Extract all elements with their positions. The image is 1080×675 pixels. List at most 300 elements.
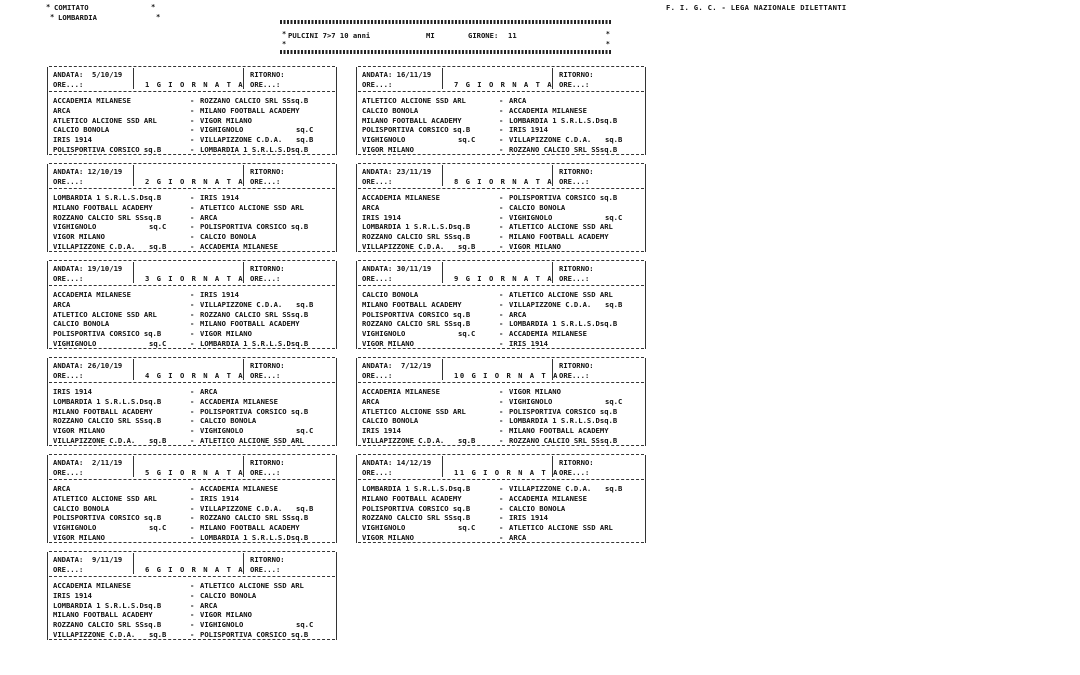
home-team: POLISPORTIVA CORSICO sq.B [53, 144, 162, 154]
andata-date: ANDATA: 23/11/19 [362, 167, 432, 176]
home-team: VIGHIGNOLO [362, 135, 406, 144]
match-row [362, 416, 642, 426]
column-separator [442, 359, 443, 380]
match-row [53, 387, 333, 397]
dashed-divider [49, 348, 335, 349]
versus-dash: - [499, 523, 504, 532]
column-separator [133, 456, 134, 477]
away-team: CALCIO BONOLA [509, 503, 566, 513]
ritorno-label: RITORNO: [250, 555, 285, 564]
away-team: IRIS 1914 [200, 493, 239, 503]
match-row [53, 319, 333, 329]
home-team: ATLETICO ALCIONE SSD ARL [362, 406, 466, 416]
versus-dash: - [499, 503, 504, 513]
away-team-squad: sq.B [296, 135, 314, 144]
match-row [362, 106, 642, 116]
versus-dash: - [190, 241, 195, 251]
away-team: VILLAPIZZONE C.D.A. [509, 299, 592, 309]
dashed-divider [49, 542, 335, 543]
border-right [645, 358, 646, 446]
andata-date: ANDATA: 7/12/19 [362, 361, 432, 370]
match-list [53, 387, 333, 446]
home-team: VIGOR MILANO [53, 532, 105, 542]
rounds-column-left [47, 66, 337, 648]
giornata-title: 10 G I O R N A T A [454, 371, 559, 380]
giornata-title: 6 G I O R N A T A [145, 565, 245, 574]
home-team: ACCADEMIA MILANESE [362, 387, 440, 396]
dashed-divider [358, 260, 644, 261]
home-team: ARCA [362, 202, 380, 212]
giornata-title: 1 G I O R N A T A [145, 80, 245, 89]
home-team: POLISPORTIVA CORSICO sq.B [53, 513, 162, 523]
home-team: CALCIO BONOLA [53, 125, 110, 135]
dashed-divider [358, 251, 644, 252]
column-separator [133, 165, 134, 186]
dashed-divider [358, 542, 644, 543]
ore-label: ORE...: [53, 371, 84, 380]
dashed-divider [358, 357, 644, 358]
away-team: LOMBARDIA 1 S.R.L.S.Dsq.B [200, 338, 309, 348]
match-row [362, 116, 642, 126]
versus-dash: - [190, 484, 195, 493]
match-row [53, 620, 333, 630]
andata-date: ANDATA: 5/10/19 [53, 70, 123, 79]
dashed-divider [49, 154, 335, 155]
match-row [362, 319, 642, 329]
versus-dash: - [190, 212, 195, 222]
away-team: ROZZANO CALCIO SRL SSsq.B [200, 513, 309, 523]
match-row [362, 329, 642, 339]
ore-label: ORE...: [559, 371, 590, 380]
home-team: CALCIO BONOLA [53, 319, 110, 329]
home-team: ACCADEMIA MILANESE [362, 193, 440, 202]
away-team: ATLETICO ALCIONE SSD ARL [509, 523, 613, 532]
match-row [53, 310, 333, 320]
versus-dash: - [190, 406, 195, 416]
home-team: ATLETICO ALCIONE SSD ARL [53, 115, 157, 125]
away-team: ARCA [200, 600, 218, 610]
ritorno-label: RITORNO: [250, 70, 285, 79]
home-team: IRIS 1914 [53, 387, 92, 396]
dashed-divider [358, 348, 644, 349]
region-label: LOMBARDIA [58, 13, 97, 22]
versus-dash: - [190, 232, 195, 241]
away-team: POLISPORTIVA CORSICO sq.B [200, 629, 309, 639]
home-team-squad: sq.C [149, 523, 167, 532]
ore-label: ORE...: [362, 468, 393, 477]
ore-label: ORE...: [559, 274, 590, 283]
home-team: ATLETICO ALCIONE SSD ARL [53, 493, 157, 503]
versus-dash: - [499, 144, 504, 154]
match-row [362, 310, 642, 320]
andata-date: ANDATA: 19/10/19 [53, 264, 123, 273]
home-team: ACCADEMIA MILANESE [53, 290, 131, 299]
match-row [53, 290, 333, 300]
border-left [356, 358, 357, 446]
home-team-squad: sq.C [149, 222, 167, 232]
match-row [53, 484, 333, 494]
away-team-squad: sq.B [296, 503, 314, 513]
away-team: ACCADEMIA MILANESE [200, 396, 278, 406]
versus-dash: - [499, 338, 504, 348]
match-row [53, 601, 333, 611]
home-team: ARCA [53, 299, 71, 309]
dashed-divider [49, 260, 335, 261]
giornata-title: 8 G I O R N A T A [454, 177, 554, 186]
away-team: POLISPORTIVA CORSICO sq.B [200, 406, 309, 416]
versus-dash: - [499, 435, 504, 445]
match-row [362, 125, 642, 135]
home-team-squad: sq.C [458, 329, 476, 338]
versus-dash: - [190, 125, 195, 135]
home-team: VIGOR MILANO [362, 532, 414, 542]
border-right [336, 164, 337, 252]
versus-dash: - [190, 590, 195, 600]
versus-dash: - [190, 202, 195, 212]
match-row [53, 300, 333, 310]
dashed-divider [358, 479, 644, 480]
versus-dash: - [190, 532, 195, 542]
ore-label: ORE...: [559, 177, 590, 186]
versus-dash: - [499, 513, 504, 523]
versus-dash: - [499, 299, 504, 309]
away-team: ACCADEMIA MILANESE [509, 105, 587, 115]
away-team: IRIS 1914 [509, 338, 548, 348]
round-card [356, 357, 646, 446]
border-right [336, 261, 337, 349]
match-row [362, 397, 642, 407]
versus-dash: - [190, 299, 195, 309]
match-row [53, 504, 333, 514]
andata-date: ANDATA: 2/11/19 [53, 458, 123, 467]
away-team: MILANO FOOTBALL ACADEMY [509, 232, 609, 241]
home-team: POLISPORTIVA CORSICO sq.B [362, 309, 471, 319]
versus-dash: - [190, 387, 195, 396]
home-team: LOMBARDIA 1 S.R.L.S.Dsq.B [53, 193, 162, 202]
home-team: VILLAPIZZONE C.D.A. [53, 241, 136, 251]
home-team: VIGHIGNOLO [53, 338, 97, 348]
ore-label: ORE...: [53, 80, 84, 89]
away-team: CALCIO BONOLA [200, 590, 257, 600]
round-card [47, 357, 337, 446]
dashed-divider [49, 445, 335, 446]
away-team: POLISPORTIVA CORSICO sq.B [200, 222, 309, 232]
home-team: VIGOR MILANO [53, 232, 105, 241]
match-list [53, 290, 333, 349]
andata-date: ANDATA: 9/11/19 [53, 555, 123, 564]
ore-label: ORE...: [250, 80, 281, 89]
away-team: IRIS 1914 [200, 193, 239, 202]
column-separator [442, 456, 443, 477]
column-separator [442, 165, 443, 186]
match-row [53, 203, 333, 213]
home-team: VIGOR MILANO [53, 426, 105, 435]
giornata-title: 11 G I O R N A T A [454, 468, 559, 477]
match-list [362, 387, 642, 446]
border-left [47, 358, 48, 446]
away-team: ATLETICO ALCIONE SSD ARL [200, 435, 304, 445]
away-team: VILLAPIZZONE C.D.A. [509, 484, 592, 493]
home-team: ARCA [53, 484, 71, 493]
match-row [53, 213, 333, 223]
away-team: POLISPORTIVA CORSICO sq.B [509, 406, 618, 416]
match-row [53, 416, 333, 426]
home-team: ATLETICO ALCIONE SSD ARL [362, 96, 466, 105]
dashed-divider [49, 285, 335, 286]
home-team: MILANO FOOTBALL ACADEMY [362, 493, 462, 503]
away-team: VIGHIGNOLO [509, 396, 553, 406]
away-team: CALCIO BONOLA [509, 202, 566, 212]
home-team: ARCA [53, 105, 71, 115]
away-team: POLISPORTIVA CORSICO sq.B [509, 193, 618, 202]
border-left [356, 455, 357, 543]
home-team: CALCIO BONOLA [362, 290, 419, 299]
away-team: ARCA [509, 309, 527, 319]
versus-dash: - [499, 105, 504, 115]
category-label: PULCINI 7>7 10 anni [288, 31, 371, 40]
dashed-divider [358, 285, 644, 286]
versus-dash: - [499, 406, 504, 416]
versus-dash: - [190, 513, 195, 523]
ore-label: ORE...: [53, 177, 84, 186]
home-team: VILLAPIZZONE C.D.A. [362, 435, 445, 445]
giornata-title: 3 G I O R N A T A [145, 274, 245, 283]
dashed-divider [49, 479, 335, 480]
away-team: ARCA [509, 532, 527, 542]
match-row [362, 193, 642, 203]
home-team: VILLAPIZZONE C.D.A. [362, 241, 445, 251]
match-row [362, 494, 642, 504]
home-team: LOMBARDIA 1 S.R.L.S.Dsq.B [362, 484, 471, 493]
giornata-title: 5 G I O R N A T A [145, 468, 245, 477]
border-right [336, 358, 337, 446]
dashed-divider [358, 154, 644, 155]
away-team: MILANO FOOTBALL ACADEMY [200, 523, 300, 532]
match-list [362, 193, 642, 252]
andata-date: ANDATA: 30/11/19 [362, 264, 432, 273]
away-team: ATLETICO ALCIONE SSD ARL [509, 290, 613, 299]
dashed-divider [358, 66, 644, 67]
away-team: VILLAPIZZONE C.D.A. [200, 503, 283, 513]
versus-dash: - [190, 319, 195, 329]
dashed-divider [49, 382, 335, 383]
home-team: CALCIO BONOLA [362, 105, 419, 115]
home-team: MILANO FOOTBALL ACADEMY [53, 610, 153, 620]
star-marker: * [605, 40, 610, 48]
home-team-squad: sq.B [458, 435, 476, 445]
border-left [356, 261, 357, 349]
championship-header [280, 18, 612, 56]
home-team: IRIS 1914 [53, 590, 92, 600]
girone-value: 11 [508, 31, 517, 40]
border-right [336, 67, 337, 155]
ritorno-label: RITORNO: [250, 458, 285, 467]
match-row [53, 232, 333, 242]
home-team: VIGHIGNOLO [53, 222, 97, 232]
match-row [362, 484, 642, 494]
home-team: VIGHIGNOLO [53, 523, 97, 532]
column-separator [442, 262, 443, 283]
away-team: CALCIO BONOLA [200, 416, 257, 426]
home-team: MILANO FOOTBALL ACADEMY [362, 299, 462, 309]
away-team-squad: sq.B [605, 135, 623, 144]
round-card [47, 260, 337, 349]
giornata-title: 4 G I O R N A T A [145, 371, 245, 380]
ore-label: ORE...: [250, 565, 281, 574]
away-team-squad: sq.C [296, 620, 314, 629]
home-team: MILANO FOOTBALL ACADEMY [362, 115, 462, 125]
province-label: MI [426, 31, 435, 40]
dashed-divider [358, 445, 644, 446]
rounds-column-right [356, 66, 646, 551]
ore-label: ORE...: [250, 177, 281, 186]
column-separator [133, 359, 134, 380]
versus-dash: - [190, 629, 195, 639]
versus-dash: - [499, 387, 504, 396]
home-team: VIGOR MILANO [362, 338, 414, 348]
federation-title: F. I. G. C. - LEGA NAZIONALE DILETTANTI [666, 3, 847, 12]
away-team: ARCA [200, 212, 218, 222]
ore-label: ORE...: [362, 371, 393, 380]
ore-label: ORE...: [53, 468, 84, 477]
round-card [47, 551, 337, 640]
ritorno-label: RITORNO: [559, 70, 594, 79]
versus-dash: - [190, 600, 195, 610]
away-team: ROZZANO CALCIO SRL SSsq.B [200, 309, 309, 319]
versus-dash: - [190, 523, 195, 532]
home-team-squad: sq.B [149, 241, 167, 251]
away-team: VIGOR MILANO [509, 241, 561, 251]
match-list [53, 581, 333, 640]
match-row [53, 523, 333, 533]
home-team: ROZZANO CALCIO SRL SSsq.B [53, 212, 162, 222]
match-list [53, 96, 333, 155]
match-row [362, 232, 642, 242]
dashed-divider [49, 91, 335, 92]
match-row [53, 125, 333, 135]
match-row [362, 203, 642, 213]
away-team-squad: sq.B [605, 484, 623, 493]
away-team: ROZZANO CALCIO SRL SSsq.B [200, 96, 309, 105]
away-team: MILANO FOOTBALL ACADEMY [509, 426, 609, 435]
away-team: VIGOR MILANO [200, 329, 252, 338]
border-left [47, 552, 48, 640]
dashed-divider [49, 357, 335, 358]
dashed-divider [358, 188, 644, 189]
away-team: ROZZANO CALCIO SRL SSsq.B [509, 435, 618, 445]
versus-dash: - [190, 493, 195, 503]
home-team: ROZZANO CALCIO SRL SSsq.B [53, 416, 162, 426]
away-team: ACCADEMIA MILANESE [200, 484, 278, 493]
versus-dash: - [190, 135, 195, 144]
home-team-squad: sq.B [149, 435, 167, 445]
home-team: ARCA [362, 396, 380, 406]
away-team-squad: sq.C [296, 125, 314, 135]
versus-dash: - [190, 610, 195, 620]
ore-label: ORE...: [250, 468, 281, 477]
home-team: LOMBARDIA 1 S.R.L.S.Dsq.B [53, 600, 162, 610]
border-left [47, 164, 48, 252]
home-team: ACCADEMIA MILANESE [53, 96, 131, 105]
versus-dash: - [190, 115, 195, 125]
match-row [362, 407, 642, 417]
home-team: LOMBARDIA 1 S.R.L.S.Dsq.B [53, 396, 162, 406]
column-separator [133, 68, 134, 89]
versus-dash: - [190, 416, 195, 426]
versus-dash: - [499, 115, 504, 125]
versus-dash: - [499, 241, 504, 251]
versus-dash: - [190, 222, 195, 232]
border-left [356, 67, 357, 155]
match-list [53, 193, 333, 252]
away-team-squad: sq.B [296, 299, 314, 309]
match-list [362, 290, 642, 349]
home-team: VILLAPIZZONE C.D.A. [53, 629, 136, 639]
versus-dash: - [190, 620, 195, 629]
versus-dash: - [499, 232, 504, 241]
versus-dash: - [499, 96, 504, 105]
home-team: ATLETICO ALCIONE SSD ARL [53, 309, 157, 319]
home-team: CALCIO BONOLA [53, 503, 110, 513]
ore-label: ORE...: [53, 565, 84, 574]
border-left [47, 455, 48, 543]
versus-dash: - [190, 426, 195, 435]
away-team: ARCA [200, 387, 218, 396]
match-row [53, 116, 333, 126]
match-list [362, 96, 642, 155]
versus-dash: - [190, 329, 195, 338]
home-team: CALCIO BONOLA [362, 416, 419, 426]
versus-dash: - [190, 290, 195, 299]
round-card [356, 454, 646, 543]
away-team: ACCADEMIA MILANESE [509, 329, 587, 338]
match-row [362, 290, 642, 300]
star-marker: * [151, 2, 156, 11]
border-right [645, 164, 646, 252]
andata-date: ANDATA: 26/10/19 [53, 361, 123, 370]
round-card [356, 66, 646, 155]
away-team: ATLETICO ALCIONE SSD ARL [200, 581, 304, 590]
home-team: VILLAPIZZONE C.D.A. [53, 435, 136, 445]
home-team: ROZZANO CALCIO SRL SSsq.B [362, 232, 471, 241]
match-row [53, 494, 333, 504]
border-left [47, 67, 48, 155]
away-team: LOMBARDIA 1 S.R.L.S.Dsq.B [200, 532, 309, 542]
match-row [53, 193, 333, 203]
border-left [356, 164, 357, 252]
away-team: LOMBARDIA 1 S.R.L.S.Dsq.B [509, 319, 618, 329]
away-team: MILANO FOOTBALL ACADEMY [200, 319, 300, 329]
match-row [362, 213, 642, 223]
border-right [645, 67, 646, 155]
ore-label: ORE...: [362, 274, 393, 283]
star-marker: * [156, 12, 161, 21]
match-row [53, 106, 333, 116]
home-team: POLISPORTIVA CORSICO sq.B [53, 329, 162, 338]
match-row [53, 591, 333, 601]
dashed-divider [49, 551, 335, 552]
home-team: VIGOR MILANO [362, 144, 414, 154]
match-row [362, 513, 642, 523]
ritorno-label: RITORNO: [559, 361, 594, 370]
match-row [53, 426, 333, 436]
away-team: VIGOR MILANO [509, 387, 561, 396]
away-team: ACCADEMIA MILANESE [509, 493, 587, 503]
away-team: IRIS 1914 [509, 125, 548, 135]
away-team-squad: sq.C [605, 212, 623, 222]
round-card [47, 66, 337, 155]
away-team: VIGOR MILANO [200, 115, 252, 125]
